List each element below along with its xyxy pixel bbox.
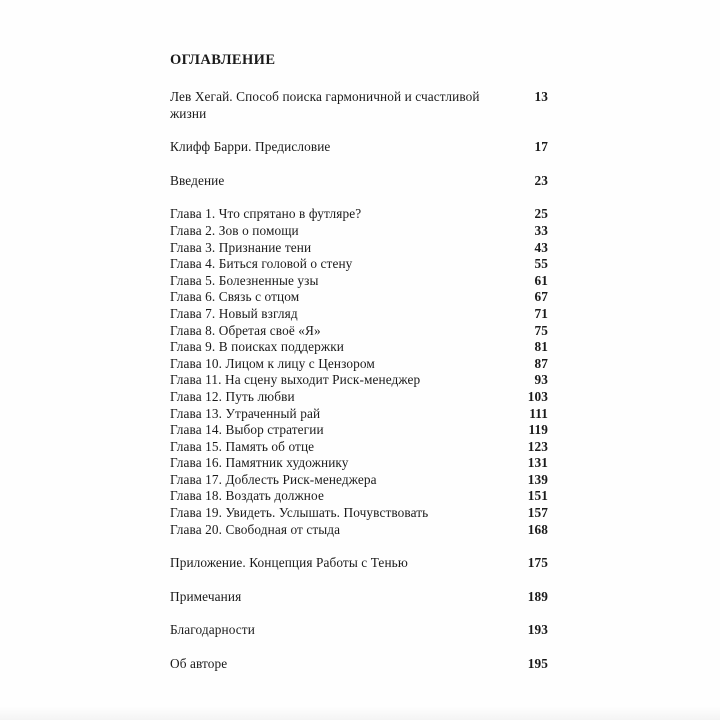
- toc-entry-page: 61: [534, 272, 548, 288]
- toc-entry-page: 195: [527, 656, 548, 672]
- toc-entry-page: 81: [534, 339, 548, 355]
- toc-entry: [170, 89, 548, 122]
- toc-entry-page: 168: [527, 521, 548, 537]
- toc-entry-label: Глава 15. Память об отце: [170, 438, 315, 454]
- toc-entry-label: Глава 2. Зов о помощи: [170, 222, 299, 238]
- book-page: [170, 52, 548, 673]
- toc-entry-label: Глава 20. Свободная от стыда: [170, 521, 341, 537]
- toc-entry-label: Благодарности: [170, 622, 255, 638]
- toc-entry: [170, 656, 548, 673]
- toc-entry: [170, 206, 548, 223]
- toc-entry-page: 111: [529, 405, 548, 421]
- toc-entry-page: 119: [528, 422, 548, 438]
- toc-entry: [170, 339, 548, 356]
- toc-entry-page: 131: [527, 455, 548, 471]
- toc-entry: [170, 472, 548, 489]
- page-edge-shadow: [0, 706, 720, 720]
- toc-entry: [170, 139, 548, 156]
- toc-entry-page: 17: [534, 139, 548, 155]
- toc-entry-label: Глава 18. Воздать должное: [170, 488, 324, 504]
- toc-entry-label: Клифф Барри. Предисловие: [170, 139, 331, 155]
- toc-entry-page: 23: [534, 172, 548, 188]
- toc-entry: [170, 522, 548, 539]
- toc-entry-label: Глава 14. Выбор стратегии: [170, 422, 324, 438]
- toc-entry-page: 93: [534, 372, 548, 388]
- toc-entry-label: Глава 13. Утраченный рай: [170, 405, 321, 421]
- toc-entry: [170, 273, 548, 290]
- toc-entry-page: 175: [527, 555, 548, 571]
- toc-entry: [170, 323, 548, 340]
- toc-entry-page: 139: [527, 471, 548, 487]
- toc-entry-page: 103: [527, 388, 548, 404]
- toc-entry-page: 151: [527, 488, 548, 504]
- toc-entry: [170, 240, 548, 257]
- toc-entry: [170, 555, 548, 572]
- toc-entry-label: Глава 7. Новый взгляд: [170, 305, 298, 321]
- toc-entry-label: Глава 9. В поисках поддержки: [170, 339, 344, 355]
- toc-entry-label: Глава 6. Связь с отцом: [170, 289, 300, 305]
- toc-entry-page: 43: [534, 239, 548, 255]
- toc-entry: [170, 306, 548, 323]
- toc-entry-page: 87: [534, 355, 548, 371]
- toc-entry-label: Глава 5. Болезненные узы: [170, 272, 319, 288]
- toc-entry-label: Глава 8. Обретая своё «Я»: [170, 322, 321, 338]
- toc-entry: [170, 622, 548, 639]
- toc-entry-label: Введение: [170, 172, 225, 188]
- toc-entry: [170, 289, 548, 306]
- toc-entry: [170, 406, 548, 423]
- toc-entry: [170, 439, 548, 456]
- toc-entry-page: 123: [527, 438, 548, 454]
- toc-entry-label: Лев Хегай. Способ поиска гармоничной и счастливой жизни: [170, 89, 480, 121]
- toc-entry: [170, 505, 548, 522]
- toc-entry-page: 157: [527, 505, 548, 521]
- toc-entry-page: 25: [534, 206, 548, 222]
- toc-entry-label: Глава 4. Биться головой о стену: [170, 256, 353, 272]
- toc-entry-page: 75: [534, 322, 548, 338]
- toc-entry-page: 55: [534, 256, 548, 272]
- toc-entry-label: Глава 11. На сцену выходит Риск-менеджер: [170, 372, 421, 388]
- toc-entry-page: 33: [534, 222, 548, 238]
- toc-entry-label: Глава 19. Увидеть. Услышать. Почувствовать: [170, 505, 429, 521]
- toc-entry: [170, 422, 548, 439]
- toc-entry: [170, 389, 548, 406]
- toc-entry: [170, 256, 548, 273]
- toc-entry-label: Глава 10. Лицом к лицу с Цензором: [170, 355, 375, 371]
- toc-entry-label: Глава 3. Признание тени: [170, 239, 312, 255]
- toc-entry: [170, 372, 548, 389]
- toc-entry-label: Приложение. Концепция Работы с Тенью: [170, 555, 408, 571]
- toc-entry-page: 193: [527, 622, 548, 638]
- toc-entry-label: Глава 16. Памятник художнику: [170, 455, 349, 471]
- toc-entry-label: Глава 17. Доблесть Риск-менеджера: [170, 471, 377, 487]
- toc-entry-label: Глава 1. Что спрятано в футляре?: [170, 206, 362, 222]
- toc-entry-page: 13: [534, 89, 548, 104]
- toc-entry-label: Глава 12. Путь любви: [170, 388, 295, 404]
- toc-entry-label: Примечания: [170, 588, 242, 604]
- toc-list: [170, 89, 548, 673]
- toc-entry-page: 67: [534, 289, 548, 305]
- page-title: ОГЛАВЛЕНИЕ: [170, 52, 276, 68]
- toc-entry: [170, 223, 548, 240]
- toc-entry: [170, 356, 548, 373]
- toc-entry-page: 71: [534, 305, 548, 321]
- toc-entry: [170, 589, 548, 606]
- toc-entry-page: 189: [527, 588, 548, 604]
- toc-entry: [170, 488, 548, 505]
- toc-entry: [170, 455, 548, 472]
- toc-entry: [170, 173, 548, 190]
- toc-entry-label: Об авторе: [170, 656, 228, 672]
